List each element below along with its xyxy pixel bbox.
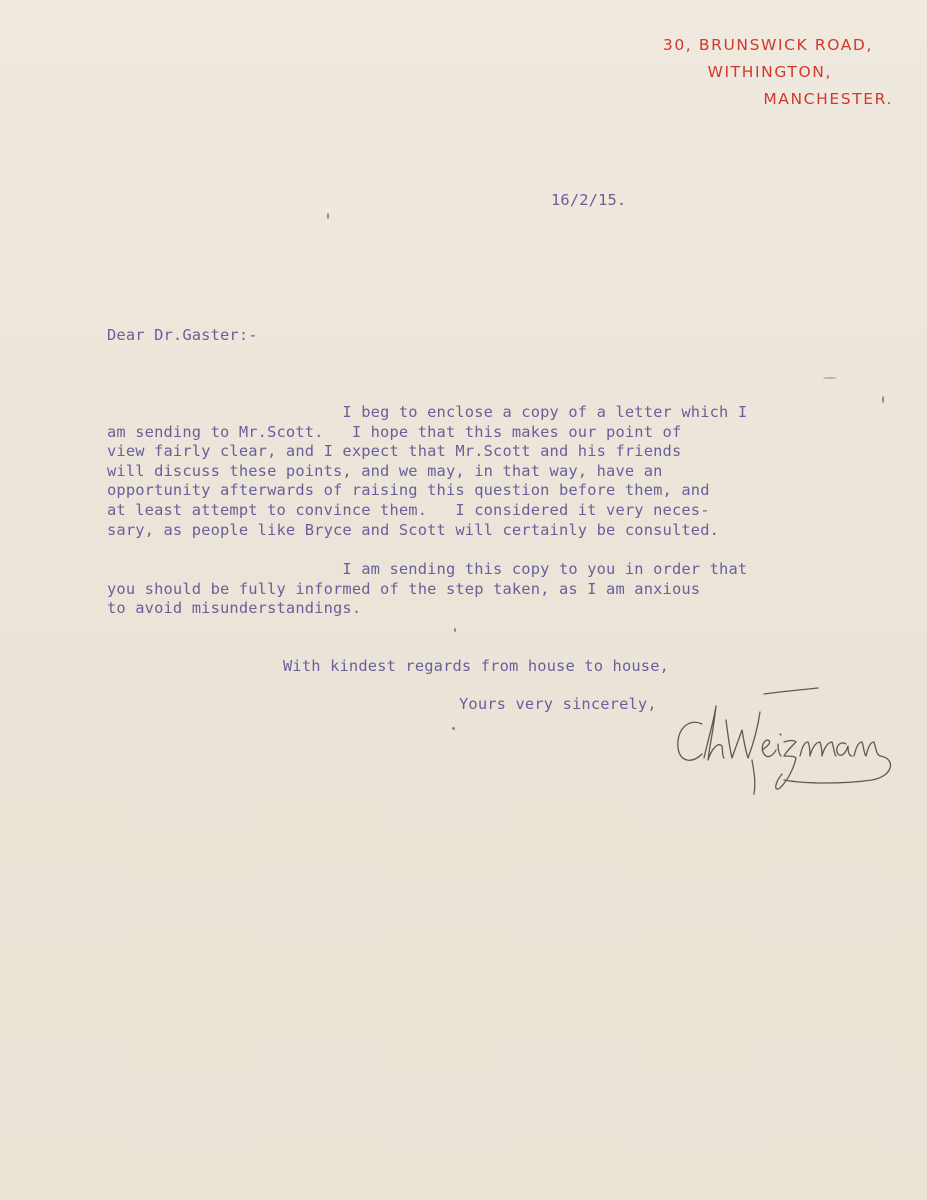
- paper-speck: [452, 727, 455, 730]
- paper-speck: [454, 628, 456, 632]
- paper-speck: [882, 396, 884, 403]
- letterhead-address: [663, 32, 893, 113]
- salutation: Dear Dr.Gaster:-: [107, 326, 258, 344]
- body-paragraph-2: I am sending this copy to you in order that you should be fully informed of the step taken, as I am anxious to avoid misunderstandings.: [107, 560, 748, 618]
- letter-date: 16/2/15.: [551, 191, 627, 209]
- body-paragraph-1: I beg to enclose a copy of a letter which I am sending to Mr.Scott. I hope that this makes our point of view fairly clear, and I expect that Mr.Scott and his friends will discuss these points, and we may, in that way, have an opportunity afterwards of raising this question before them, and at least attempt to convince them. I considered it very neces- sary, as people like Bryce and Scott will certainly be consulted.: [107, 403, 748, 539]
- letterhead-street: 30, BRUNSWICK ROAD,: [662, 36, 873, 54]
- signoff-line: Yours very sincerely,: [459, 695, 657, 713]
- letterhead-district: WITHINGTON,: [707, 63, 832, 81]
- handwritten-signature: [668, 684, 898, 804]
- closing-line: With kindest regards from house to house,: [283, 657, 670, 675]
- paper-speck: [823, 377, 837, 379]
- letterhead-city: MANCHESTER.: [763, 90, 893, 108]
- paper-speck: [327, 213, 329, 219]
